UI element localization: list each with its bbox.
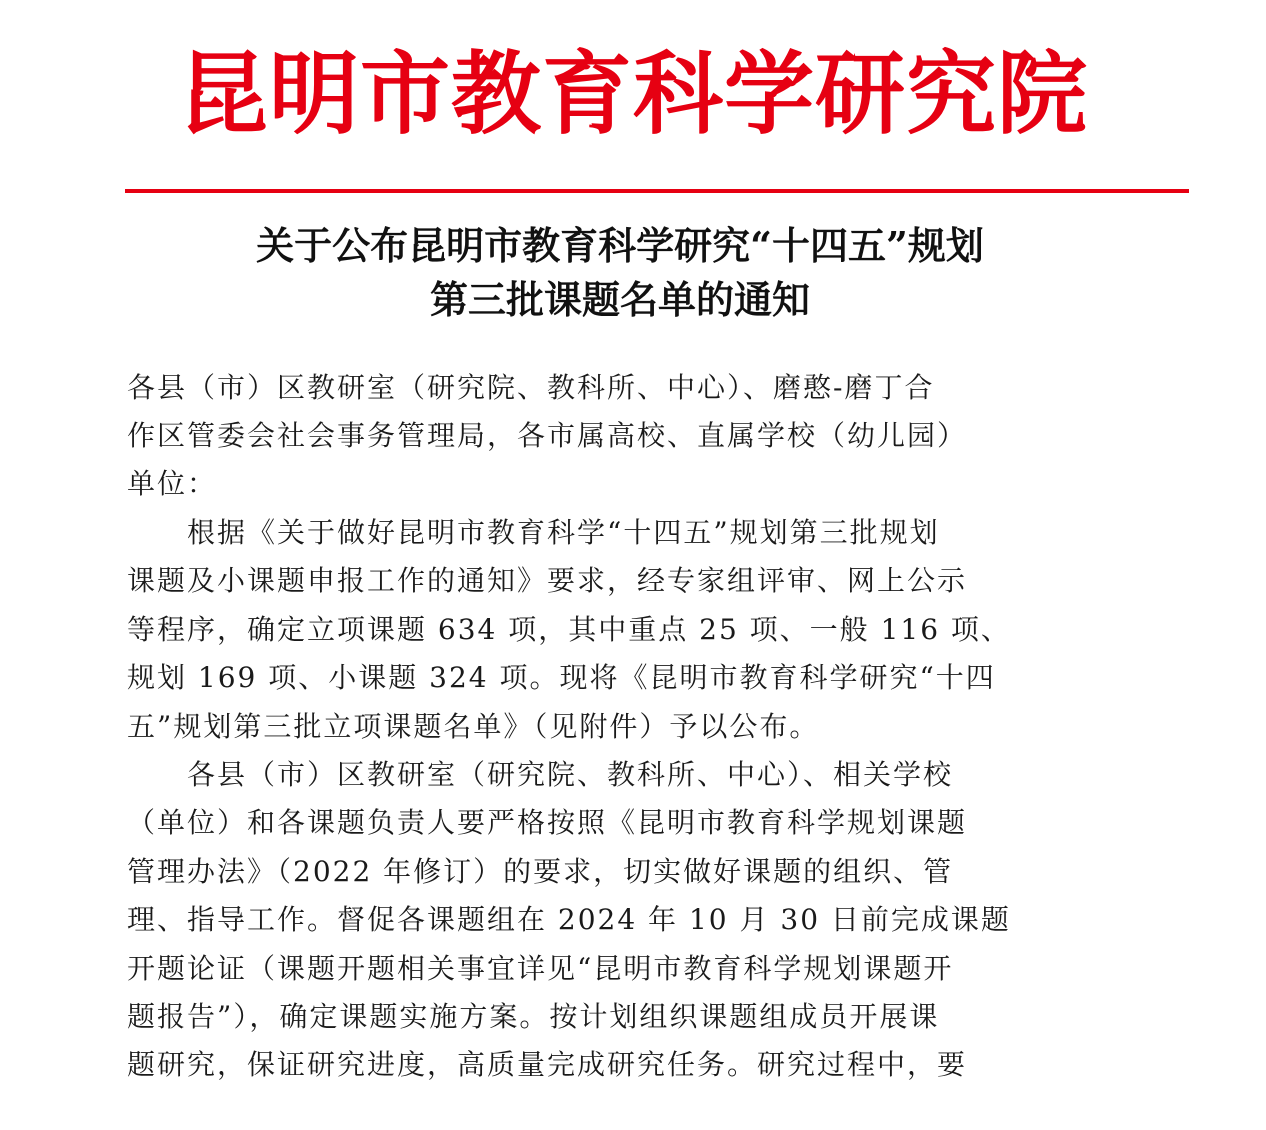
body-line-11: 管理办法》（2022 年修订）的要求，切实做好课题的组织、管	[127, 855, 954, 888]
masthead-title: 昆明市教育科学研究院	[178, 42, 1088, 147]
body-line-10: （单位）和各课题负责人要严格按照《昆明市教育科学规划课题	[127, 806, 968, 839]
red-divider	[125, 189, 1189, 193]
body-line-15: 题研究，保证研究进度，高质量完成研究任务。研究过程中，要	[127, 1048, 968, 1081]
body-line-3: 单位：	[127, 467, 218, 500]
body-line-9: 各县（市）区教研室（研究院、教科所、中心）、相关学校	[127, 758, 954, 791]
body-line-7: 规划 169 项、小课题 324 项。现将《昆明市教育科学研究“十四	[127, 661, 996, 694]
body-line-14: 题报告”），确定课题实施方案。按计划组织课题组成员开展课	[127, 1000, 940, 1033]
body-line-12: 理、指导工作。督促各课题组在 2024 年 10 月 30 日前完成课题	[127, 903, 1011, 936]
body-line-2: 作区管委会社会事务管理局，各市属高校、直属学校（幼儿园）	[127, 419, 968, 452]
document-title-line-1: 关于公布昆明市教育科学研究“十四五”规划	[256, 223, 984, 268]
body-line-5: 课题及小课题申报工作的通知》要求，经专家组评审、网上公示	[127, 564, 968, 597]
document-title-line-2: 第三批课题名单的通知	[429, 277, 810, 322]
body-line-1: 各县（市）区教研室（研究院、教科所、中心）、磨憨-磨丁合	[127, 371, 935, 404]
body-line-4: 根据《关于做好昆明市教育科学“十四五”规划第三批规划	[127, 516, 940, 549]
body-line-8: 五”规划第三批立项课题名单》（见附件）予以公布。	[127, 710, 820, 743]
body-line-6: 等程序，确定立项课题 634 项，其中重点 25 项、一般 116 项、	[127, 613, 1011, 646]
body-line-13: 开题论证（课题开题相关事宜详见“昆明市教育科学规划课题开	[127, 952, 954, 985]
